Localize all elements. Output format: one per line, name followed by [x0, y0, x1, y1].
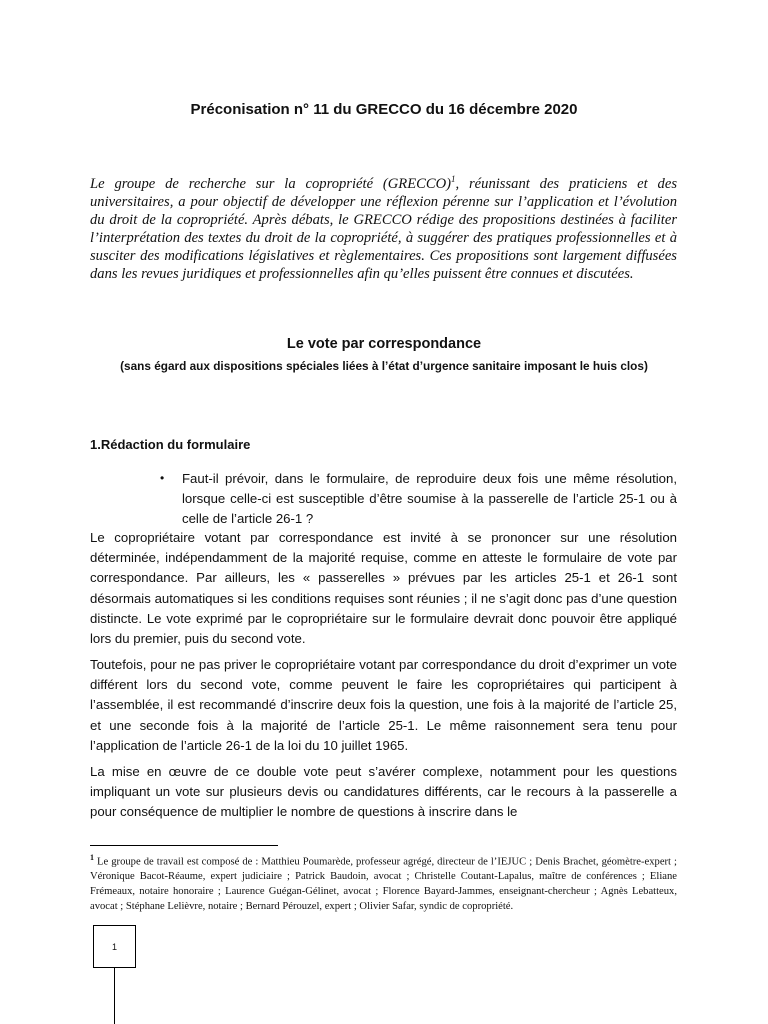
footnote-separator — [90, 845, 278, 846]
body-paragraph: Toutefois, pour ne pas priver le copropriétaire votant par correspondance du droit d’exprimer un vote différent lors du second vote, comme peuvent le faire les copropriétaires qui participent à l’assemblée, il est recommandé d’inscrire deux fois la question, une fois à la majorité de l’article 25, et une seconde fois à la majorité de l’article 25-1. Le même raisonnement sera tenu pour l’application de l’article 26-1 de la loi du 10 juillet 1965. — [90, 657, 677, 753]
intro-text-start: Le groupe de recherche sur la copropriété (GRECCO) — [90, 175, 451, 192]
body-paragraph: La mise en œuvre de ce double vote peut s’avérer complexe, notamment pour les questions impliquant un vote sur plusieurs devis ou candidatures différents, car le recours à la passerelle a pour conséquence de multiplier le nombre de questions à inscrire dans le — [90, 764, 677, 820]
bullet-icon: • — [160, 471, 165, 485]
footnote-text: Le groupe de travail est composé de : Matthieu Poumarède, professeur agrégé, directeur de l’IEJUC ; Denis Brachet, géomètre-expert ; Véronique Bacot-Réaume, expert judiciaire ; Patrick Baudoin, avocat ; Christelle Coutant-Lapalus, maître de conférences ; Eliane Frémeaux, notaire honoraire ; Laurence Guégan-Gélinet, avocat ; Florence Bayard-Jammes, enseignant-chercheur ; Agnès Lebatteux, avocat ; Stéphane Lelièvre, notaire ; Bernard Pérouzel, expert ; Olivier Safar, syndic de copropriété. — [90, 856, 677, 912]
section-subtitle: (sans égard aux dispositions spéciales liées à l’état d’urgence sanitaire imposant le huis clos) — [120, 359, 648, 373]
page-number-box — [93, 925, 136, 968]
body-paragraph: Le copropriétaire votant par correspondance est invité à se prononcer sur une résolution déterminée, indépendamment de la majorité requise, comme en atteste le formulaire de vote par correspondance. Par ailleurs, les « passerelles » prévues par les articles 25-1 et 26-1 sont désormais automatiques si les conditions requises sont réunies ; il ne s’agit donc pas d’une question distincte. Le vote exprimé par le copropriétaire sur le formulaire devrait donc pouvoir être appliqué lors du premier, puis du second vote. — [90, 530, 677, 647]
bullet-question: Faut-il prévoir, dans le formulaire, de reproduire deux fois une même résolution, lorsque celle-ci est susceptible d’être soumise à la passerelle de l’article 25-1 ou à celle de l’article 26-1 ? — [182, 471, 677, 526]
section-title: Le vote par correspondance — [286, 336, 482, 352]
footnote-number: 1 — [90, 853, 94, 862]
document-title: Préconisation n° 11 du GRECCO du 16 décembre 2020 — [190, 101, 578, 118]
intro-paragraph — [90, 170, 677, 283]
page-number-line — [114, 968, 115, 1024]
subsection-heading: 1.Rédaction du formulaire — [90, 437, 251, 452]
footnote — [90, 851, 677, 915]
page-number: 1 — [111, 941, 117, 952]
footnote-reference: 1 — [451, 174, 456, 184]
intro-text-end: , réunissant des praticiens et des universitaires, a pour objectif de développer une réflexion pérenne sur l’application et l’évolution du droit de la copropriété. Après débats, le GRECCO rédige des propositions destinées à faciliter l’interprétation des textes du droit de la copropriété, à suggérer des pratiques professionnelles et à susciter des modifications législatives et règlementaires. Ces propositions sont largement diffusées dans les revues juridiques et professionnelles afin qu’elles puissent être connues et discutées. — [90, 175, 677, 282]
